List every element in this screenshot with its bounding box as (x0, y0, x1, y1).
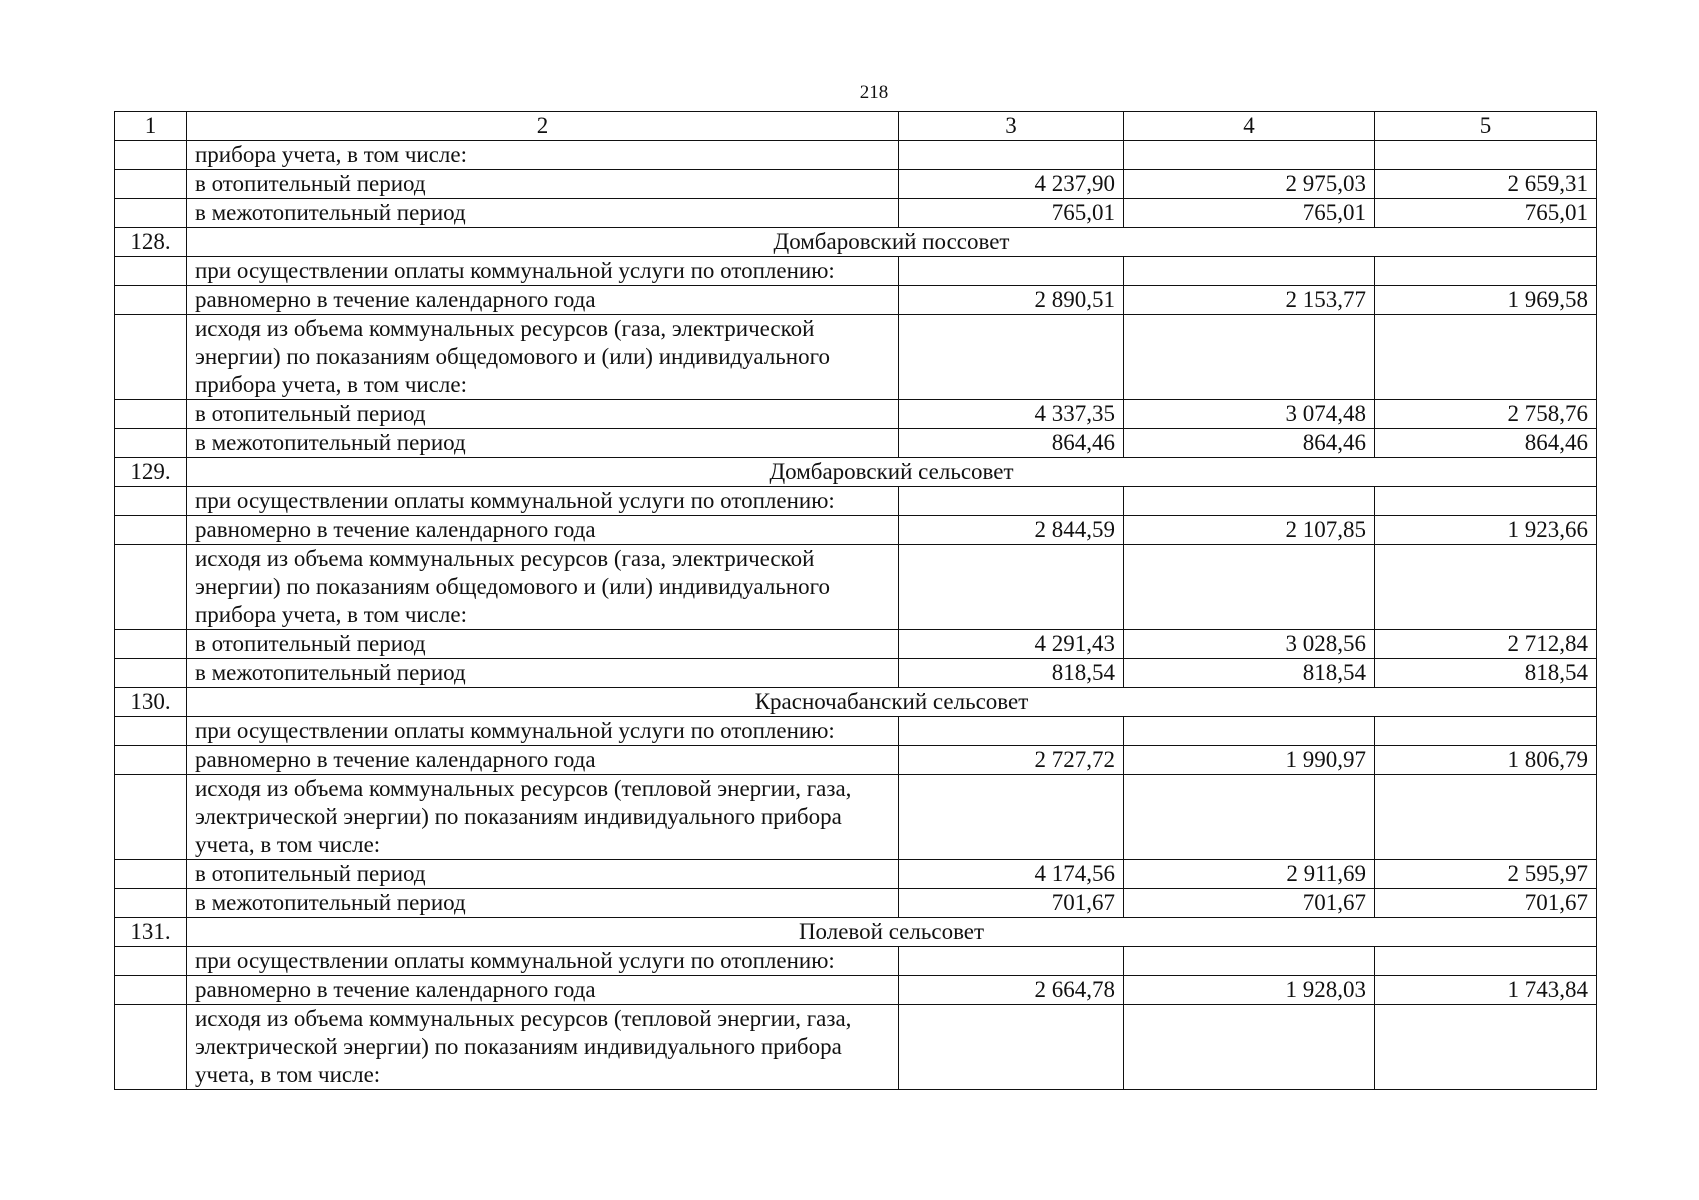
row-label-cell: равномерно в течение календарного года (187, 976, 899, 1005)
value-col-5-cell: 1 806,79 (1375, 746, 1597, 775)
value-col-3-cell: 765,01 (899, 199, 1124, 228)
value-col-5-cell (1375, 487, 1597, 516)
table-row (115, 860, 1597, 889)
section-number: 128. (115, 228, 187, 257)
header-col-2: 2 (187, 112, 899, 141)
table-row (115, 976, 1597, 1005)
value-col-4-cell (1124, 947, 1375, 976)
value-col-4-cell (1124, 315, 1375, 400)
value-col-4-cell: 2 975,03 (1124, 170, 1375, 199)
row-label-cell: исходя из объема коммунальных ресурсов (тепловой энергии, газа, электрической энергии) по показаниям индивидуального прибора учета, в том числе: (187, 775, 899, 860)
table-row (115, 545, 1597, 630)
value-col-3-cell (899, 315, 1124, 400)
table-row (115, 315, 1597, 400)
row-number-cell (115, 257, 187, 286)
value-col-5-cell (1375, 257, 1597, 286)
value-col-4-cell (1124, 717, 1375, 746)
header-col-4: 4 (1124, 112, 1375, 141)
section-title: Домбаровский поссовет (187, 228, 1597, 257)
row-number-cell (115, 429, 187, 458)
row-label-cell: равномерно в течение календарного года (187, 286, 899, 315)
row-label-cell: в межотопительный период (187, 199, 899, 228)
table-row (115, 516, 1597, 545)
row-number-cell (115, 1005, 187, 1090)
value-col-3-cell (899, 947, 1124, 976)
value-col-5-cell: 2 595,97 (1375, 860, 1597, 889)
row-label-cell: прибора учета, в том числе: (187, 141, 899, 170)
table-row (115, 286, 1597, 315)
row-label-cell: в отопительный период (187, 860, 899, 889)
value-col-3-cell: 2 727,72 (899, 746, 1124, 775)
table-row (115, 199, 1597, 228)
value-col-5-cell: 2 712,84 (1375, 630, 1597, 659)
row-number-cell (115, 170, 187, 199)
table-row (115, 630, 1597, 659)
row-label-cell: при осуществлении оплаты коммунальной услуги по отоплению: (187, 947, 899, 976)
table-body (115, 112, 1597, 1090)
value-col-3-cell: 4 337,35 (899, 400, 1124, 429)
row-label-cell: исходя из объема коммунальных ресурсов (газа, электрической энергии) по показаниям общедомового и (или) индивидуального прибора учета, в том числе: (187, 315, 899, 400)
page-number: 218 (859, 82, 889, 103)
section-title: Полевой сельсовет (187, 918, 1597, 947)
row-label-cell: исходя из объема коммунальных ресурсов (газа, электрической энергии) по показаниям общедомового и (или) индивидуального прибора учета, в том числе: (187, 545, 899, 630)
section-title: Домбаровский сельсовет (187, 458, 1597, 487)
row-label-cell: равномерно в течение календарного года (187, 746, 899, 775)
value-col-3-cell: 2 890,51 (899, 286, 1124, 315)
value-col-4-cell: 1 928,03 (1124, 976, 1375, 1005)
value-col-3-cell: 818,54 (899, 659, 1124, 688)
value-col-4-cell: 3 074,48 (1124, 400, 1375, 429)
section-number: 129. (115, 458, 187, 487)
section-row (115, 918, 1597, 947)
table-row (115, 889, 1597, 918)
table-row (115, 400, 1597, 429)
row-number-cell (115, 659, 187, 688)
value-col-3-cell (899, 1005, 1124, 1090)
table-row (115, 947, 1597, 976)
section-title: Красночабанский сельсовет (187, 688, 1597, 717)
value-col-3-cell (899, 257, 1124, 286)
value-col-5-cell (1375, 545, 1597, 630)
value-col-3-cell (899, 717, 1124, 746)
header-col-5: 5 (1375, 112, 1597, 141)
header-row (115, 112, 1597, 141)
value-col-5-cell: 2 758,76 (1375, 400, 1597, 429)
section-number: 131. (115, 918, 187, 947)
value-col-5-cell (1375, 775, 1597, 860)
row-number-cell (115, 775, 187, 860)
row-number-cell (115, 545, 187, 630)
section-row (115, 228, 1597, 257)
value-col-3-cell (899, 775, 1124, 860)
value-col-5-cell (1375, 141, 1597, 170)
value-col-5-cell (1375, 1005, 1597, 1090)
row-number-cell (115, 717, 187, 746)
row-number-cell (115, 400, 187, 429)
tariff-table (114, 111, 1597, 1090)
value-col-5-cell: 1 969,58 (1375, 286, 1597, 315)
value-col-3-cell: 4 291,43 (899, 630, 1124, 659)
value-col-5-cell (1375, 315, 1597, 400)
section-row (115, 688, 1597, 717)
row-label-cell: в отопительный период (187, 170, 899, 199)
value-col-4-cell (1124, 257, 1375, 286)
table-row (115, 746, 1597, 775)
row-label-cell: при осуществлении оплаты коммунальной услуги по отоплению: (187, 487, 899, 516)
value-col-3-cell: 864,46 (899, 429, 1124, 458)
section-number: 130. (115, 688, 187, 717)
table-row (115, 141, 1597, 170)
value-col-5-cell: 864,46 (1375, 429, 1597, 458)
value-col-5-cell: 701,67 (1375, 889, 1597, 918)
table-row (115, 717, 1597, 746)
value-col-5-cell: 1 923,66 (1375, 516, 1597, 545)
row-number-cell (115, 286, 187, 315)
value-col-4-cell (1124, 545, 1375, 630)
value-col-3-cell: 4 174,56 (899, 860, 1124, 889)
value-col-5-cell: 818,54 (1375, 659, 1597, 688)
row-label-cell: в отопительный период (187, 630, 899, 659)
value-col-5-cell (1375, 717, 1597, 746)
row-label-cell: в отопительный период (187, 400, 899, 429)
row-number-cell (115, 976, 187, 1005)
row-label-cell: в межотопительный период (187, 659, 899, 688)
row-number-cell (115, 947, 187, 976)
row-label-cell: равномерно в течение календарного года (187, 516, 899, 545)
row-number-cell (115, 199, 187, 228)
value-col-4-cell (1124, 775, 1375, 860)
value-col-5-cell (1375, 947, 1597, 976)
row-label-cell: исходя из объема коммунальных ресурсов (тепловой энергии, газа, электрической энергии) по показаниям индивидуального прибора учета, в том числе: (187, 1005, 899, 1090)
value-col-4-cell (1124, 141, 1375, 170)
row-number-cell (115, 315, 187, 400)
value-col-5-cell: 1 743,84 (1375, 976, 1597, 1005)
value-col-4-cell: 765,01 (1124, 199, 1375, 228)
table-row (115, 170, 1597, 199)
row-label-cell: при осуществлении оплаты коммунальной услуги по отоплению: (187, 257, 899, 286)
value-col-4-cell: 1 990,97 (1124, 746, 1375, 775)
value-col-4-cell: 818,54 (1124, 659, 1375, 688)
value-col-4-cell: 3 028,56 (1124, 630, 1375, 659)
value-col-5-cell: 2 659,31 (1375, 170, 1597, 199)
table-row (115, 257, 1597, 286)
value-col-4-cell: 701,67 (1124, 889, 1375, 918)
row-number-cell (115, 860, 187, 889)
value-col-4-cell: 2 107,85 (1124, 516, 1375, 545)
header-col-3: 3 (899, 112, 1124, 141)
row-label-cell: в межотопительный период (187, 429, 899, 458)
value-col-3-cell: 2 844,59 (899, 516, 1124, 545)
row-number-cell (115, 516, 187, 545)
value-col-4-cell: 2 153,77 (1124, 286, 1375, 315)
row-number-cell (115, 889, 187, 918)
value-col-5-cell: 765,01 (1375, 199, 1597, 228)
row-number-cell (115, 141, 187, 170)
value-col-3-cell (899, 141, 1124, 170)
table-row (115, 1005, 1597, 1090)
row-number-cell (115, 746, 187, 775)
value-col-3-cell: 701,67 (899, 889, 1124, 918)
value-col-3-cell: 4 237,90 (899, 170, 1124, 199)
section-row (115, 458, 1597, 487)
header-col-1: 1 (115, 112, 187, 141)
row-label-cell: при осуществлении оплаты коммунальной услуги по отоплению: (187, 717, 899, 746)
row-label-cell: в межотопительный период (187, 889, 899, 918)
table-row (115, 487, 1597, 516)
table-row (115, 659, 1597, 688)
value-col-4-cell: 2 911,69 (1124, 860, 1375, 889)
value-col-3-cell (899, 545, 1124, 630)
value-col-3-cell: 2 664,78 (899, 976, 1124, 1005)
row-number-cell (115, 487, 187, 516)
table-row (115, 775, 1597, 860)
row-number-cell (115, 630, 187, 659)
value-col-3-cell (899, 487, 1124, 516)
value-col-4-cell (1124, 487, 1375, 516)
table-row (115, 429, 1597, 458)
value-col-4-cell: 864,46 (1124, 429, 1375, 458)
value-col-4-cell (1124, 1005, 1375, 1090)
